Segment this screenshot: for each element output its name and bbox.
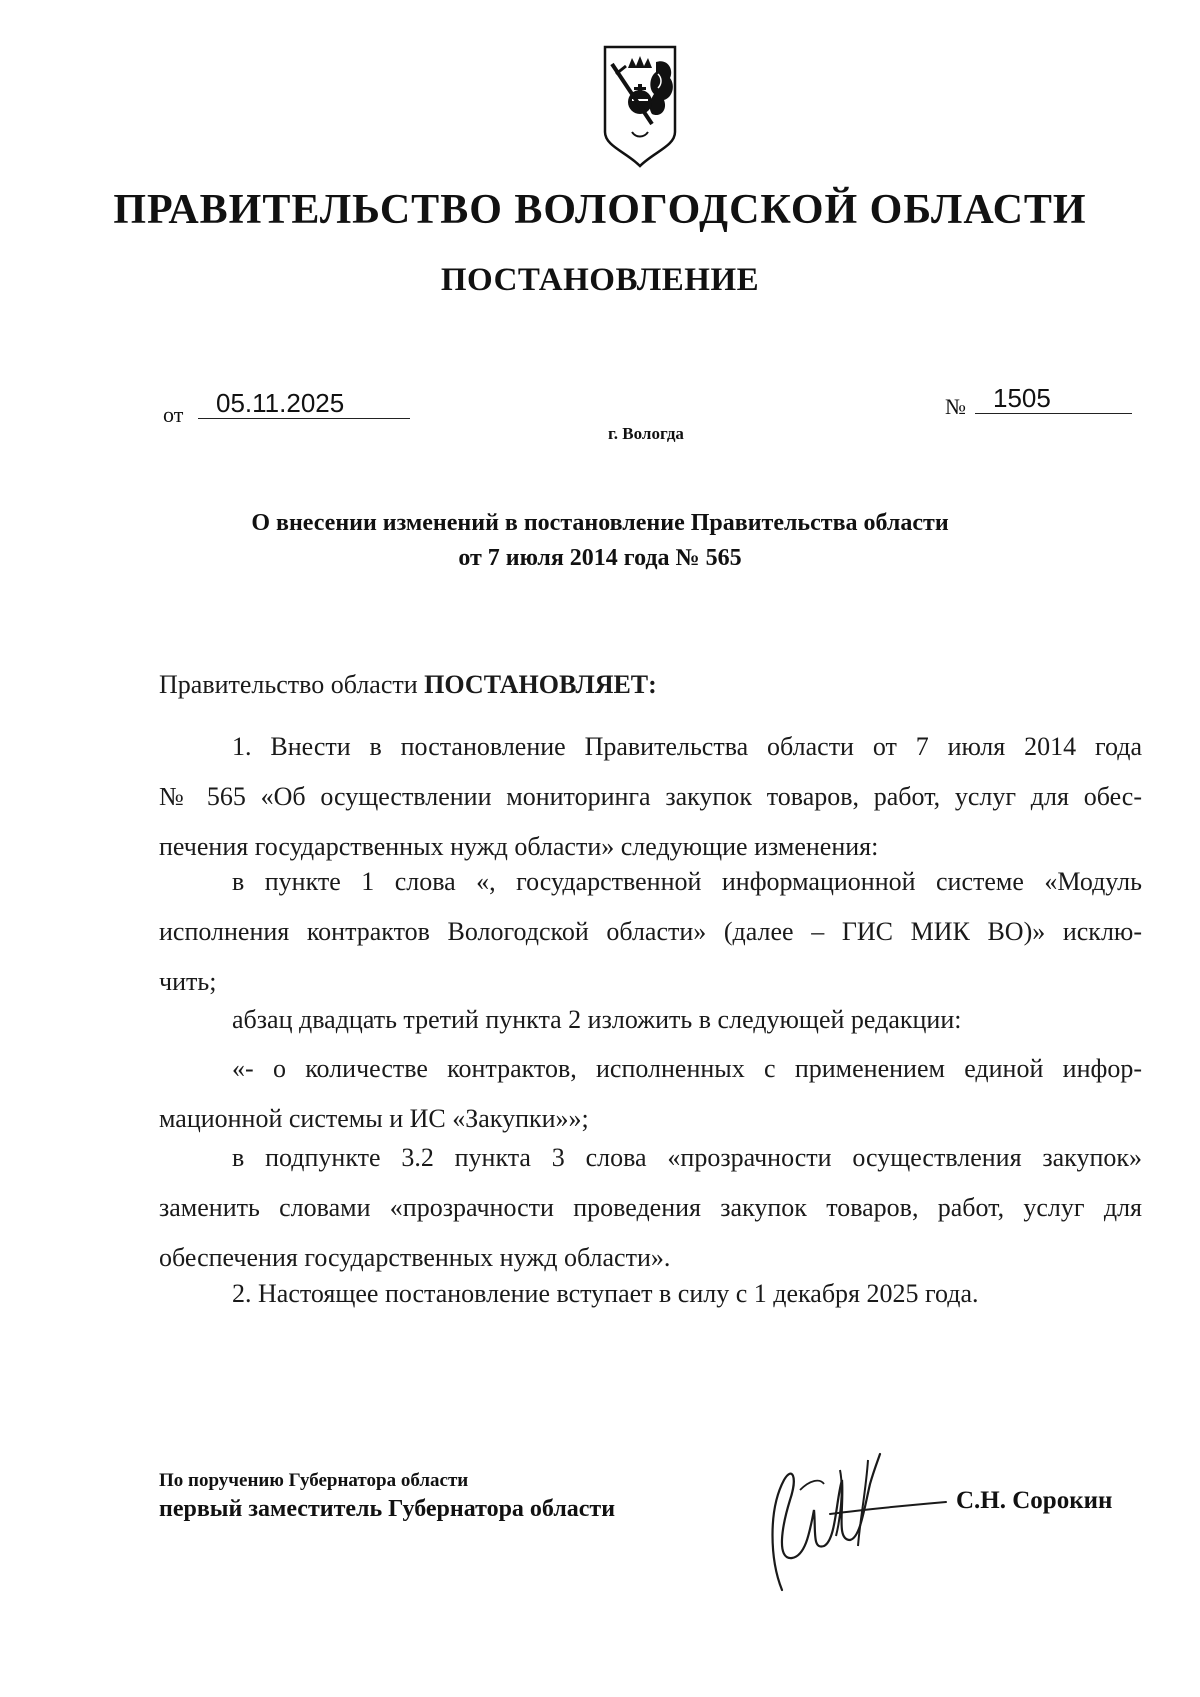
paragraph-line: в подпункте 3.2 пункта 3 слова «прозрачности осуществления закупок» [232, 1143, 1142, 1172]
resolution-intro [159, 670, 657, 700]
signatory-authority: По поручению Губернатора области [159, 1470, 469, 1491]
paragraph-line: мационной системы и ИС «Закупки»»; [159, 1104, 589, 1133]
paragraph-line: чить; [159, 967, 217, 996]
paragraph-6 [159, 1269, 1142, 1319]
intro-keyword: ПОСТАНОВЛЯЕТ: [424, 670, 657, 699]
subject-line: О внесении изменений в постановление Правительства области [251, 510, 949, 536]
paragraph-line: 2. Настоящее постановление вступает в силу с 1 декабря 2025 года. [232, 1279, 979, 1308]
paragraph-2 [159, 857, 1142, 1007]
paragraph-line: 1. Внести в постановление Правительства области от 7 июля 2014 года [232, 732, 1142, 761]
paragraph-line: исполнения контрактов Вологодской области» (далее – ГИС МИК ВО)» исклю- [159, 917, 1142, 946]
document-subject [0, 506, 1200, 576]
paragraph-line: печения государственных нужд области» следующие изменения: [159, 832, 879, 861]
number-prefix: № [945, 394, 966, 419]
document-number: 1505 [975, 383, 1132, 414]
signatory-title: первый заместитель Губернатора области [159, 1496, 616, 1522]
subject-line: от 7 июля 2014 года № 565 [458, 545, 742, 571]
intro-text: Правительство области [159, 670, 425, 699]
signatory-position [159, 1470, 615, 1523]
paragraph-line: «- о количестве контрактов, исполненных с применением единой инфор- [232, 1054, 1142, 1083]
paragraph-3 [159, 995, 1142, 1045]
date-prefix: от [163, 402, 184, 427]
paragraph-line: обеспечения государственных нужд области». [159, 1243, 671, 1272]
paragraph-4 [159, 1044, 1142, 1144]
organization-title: ПРАВИТЕЛЬСТВО ВОЛОГОДСКОЙ ОБЛАСТИ [113, 187, 1087, 233]
paragraph-line: абзац двадцать третий пункта 2 изложить в следующей редакции: [232, 1005, 962, 1034]
document-date: 05.11.2025 [198, 388, 410, 419]
paragraph-line: заменить словами «прозрачности проведения закупок товаров, работ, услуг для [159, 1193, 1142, 1222]
signatory-name: С.Н. Сорокин [956, 1487, 1113, 1514]
handwritten-signature-icon [740, 1440, 950, 1600]
document-city: г. Вологда [608, 424, 684, 443]
document-type: ПОСТАНОВЛЕНИЕ [440, 262, 760, 298]
vologda-coat-of-arms-icon [602, 44, 678, 168]
paragraph-line: № 565 «Об осуществлении мониторинга закупок товаров, работ, услуг для обес- [159, 782, 1142, 811]
paragraph-1 [159, 722, 1142, 872]
paragraph-5 [159, 1133, 1142, 1283]
paragraph-line: в пункте 1 слова «, государственной информационной системе «Модуль [232, 867, 1142, 896]
